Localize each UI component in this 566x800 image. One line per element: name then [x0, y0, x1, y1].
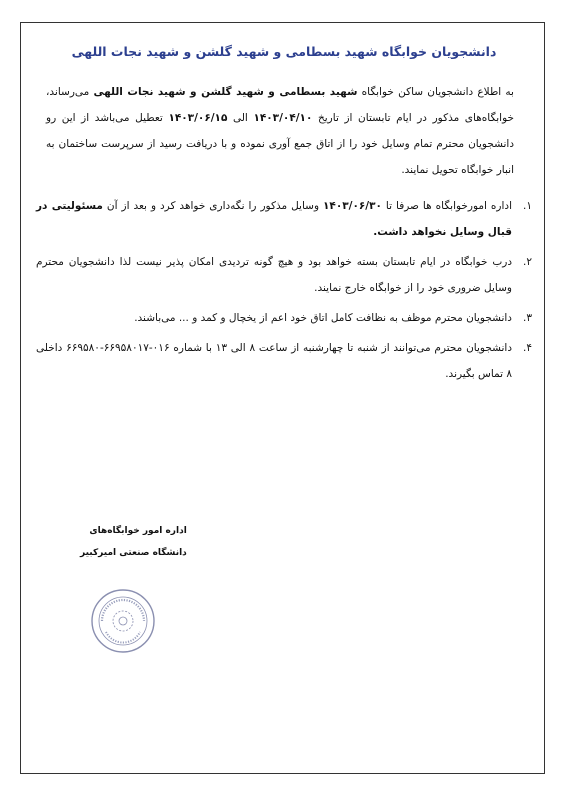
intro-text-1: به اطلاع دانشجویان ساکن خوابگاه: [357, 86, 514, 98]
list-item: [36, 305, 532, 331]
intro-paragraph: [46, 79, 514, 183]
item-number: ۴.: [523, 342, 532, 354]
item-text: وسایل مذکور را نگه‌داری خواهد کرد و بعد از آن: [102, 200, 323, 212]
document-body: [36, 30, 532, 391]
storage-deadline: ۱۴۰۳/۰۶/۳۰: [323, 200, 382, 212]
intro-text-2: می‌رساند، خوابگاه‌های مذکور در ایام تابستان از تاریخ: [46, 86, 514, 124]
item-number: ۲.: [523, 256, 532, 268]
item-text: دانشجویان محترم می‌توانند از شنبه تا چهارشنبه از ساعت ۸ الی ۱۳ با شماره ۰۱۶-۶۶۹۵۸۰۱۷-۶۶۹۵۸۰ داخلی ۸ تماس بگیرند.: [36, 342, 512, 380]
list-item: [36, 249, 532, 301]
signature-line-1: اداره امور خوابگاه‌های: [89, 526, 187, 536]
official-stamp: [90, 588, 156, 654]
list-item: [36, 193, 532, 245]
intro-text-4: تعطیل می‌باشد از این رو دانشجویان محترم تمام وسایل خود را از اتاق جمع آوری نموده و با دریافت رسید از سرپرست ساختمان به انبار خوابگاه تحویل نمایند.: [46, 112, 514, 176]
intro-text-3: الی: [227, 112, 254, 124]
liability-notice: مسئولیتی در قبال وسایل نخواهد داشت.: [36, 200, 512, 238]
item-number: ۳.: [523, 312, 532, 324]
dorm-names: شهید بسطامی و شهید گلشن و شهید نجات اللهی: [93, 86, 358, 98]
rules-list: [36, 193, 532, 387]
list-item: [36, 335, 532, 387]
item-text: اداره امورخوابگاه ها صرفا تا: [381, 200, 512, 212]
start-date: ۱۴۰۳/۰۴/۱۰: [253, 112, 313, 124]
document-title: دانشجویان خوابگاه شهید بسطامی و شهید گلشن و شهید نجات اللهی: [71, 44, 497, 59]
item-text: دانشجویان محترم موظف به نظافت کامل اتاق خود اعم از یخچال و کمد و ... می‌باشند.: [134, 312, 512, 324]
item-text: درب خوابگاه در ایام تابستان بسته خواهد بود و هیچ گونه تردیدی امکان پذیر نیست لذا دانشجویان محترم وسایل ضروری خود را از خوابگاه خارج نمایند.: [36, 256, 512, 294]
signature-block: [80, 520, 187, 564]
item-number: ۱.: [523, 200, 532, 212]
end-date: ۱۴۰۳/۰۶/۱۵: [168, 112, 228, 124]
signature-line-2: دانشگاه صنعتی امیرکبیر: [80, 548, 187, 558]
